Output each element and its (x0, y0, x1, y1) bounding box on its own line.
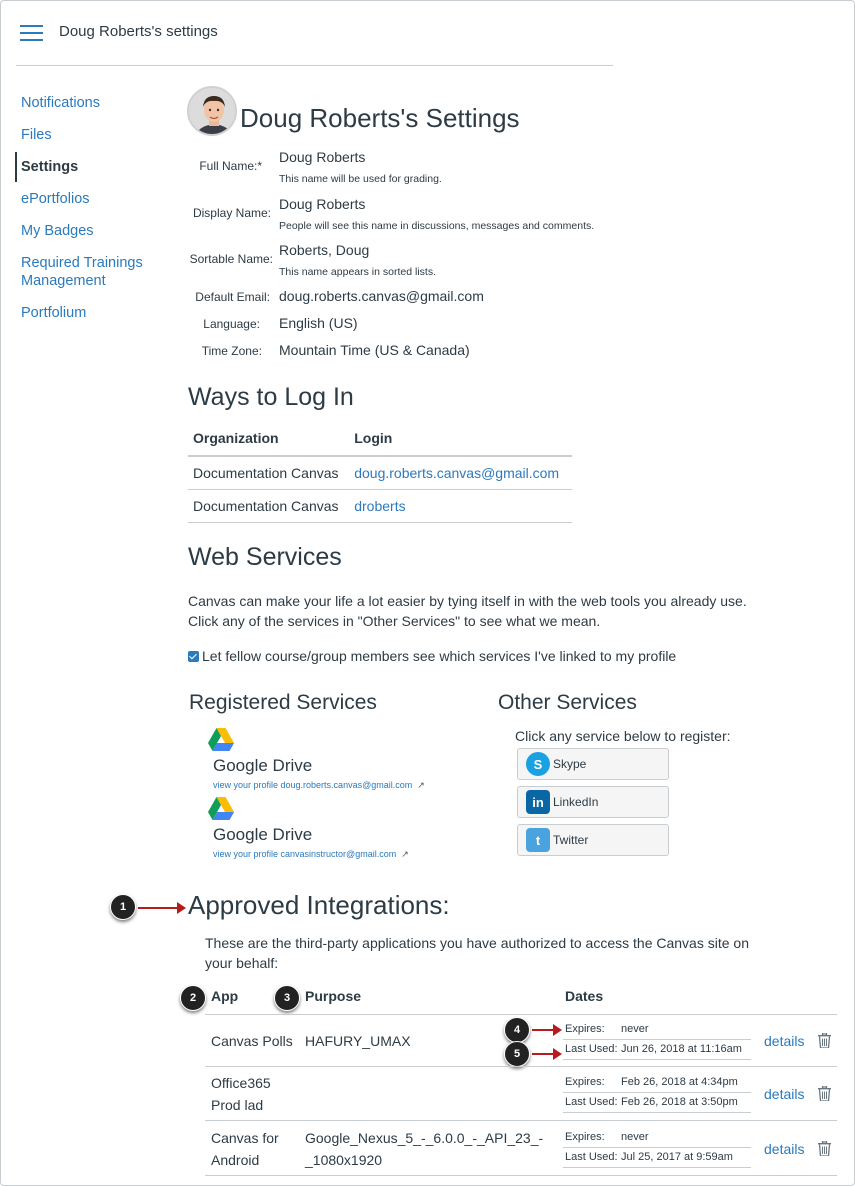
time-zone-label: Time Zone: (201, 344, 262, 358)
integration-app-name: Canvas for (211, 1130, 279, 1146)
web-services-description-2: Click any of the services in "Other Services" to see what we mean. (188, 613, 601, 629)
default-email-value: doug.roberts.canvas@gmail.com (279, 288, 484, 304)
sidebar-item-my-badges[interactable]: My Badges (21, 223, 94, 239)
integration-app-name: Canvas Polls (211, 1033, 293, 1049)
integrations-description-1: These are the third-party applications you have authorized to access the Canvas site on (205, 935, 749, 951)
sidebar-item-settings[interactable]: Settings (15, 152, 165, 182)
hamburger-menu-icon[interactable] (20, 25, 43, 41)
column-header-dates: Dates (565, 988, 604, 1004)
external-link-icon: ↗ (417, 780, 425, 790)
sortable-name-label: Sortable Name: (189, 252, 273, 266)
last-used-label: Last Used: (565, 1151, 618, 1163)
sidebar-item-eportfolios[interactable]: ePortfolios (21, 191, 90, 207)
callout-arrow (532, 1029, 554, 1031)
sidebar-item-portfolium[interactable]: Portfolium (21, 305, 87, 321)
last-used-value: Jun 26, 2018 at 11:16am (621, 1043, 742, 1055)
show-linked-services-label: Let fellow course/group members see which services I've linked to my profile (202, 648, 677, 664)
table-row (188, 489, 572, 522)
google-drive-icon (208, 728, 234, 751)
column-header-purpose: Purpose (305, 988, 362, 1004)
dates-divider (563, 1059, 751, 1060)
dates-divider (563, 1112, 751, 1113)
other-services-prompt: Click any service below to register: (515, 728, 731, 744)
full-name-hint: This name will be used for grading. (279, 173, 442, 185)
table-divider (205, 1175, 837, 1176)
integration-purpose: HAFURY_UMAX (305, 1033, 411, 1049)
show-linked-services-option[interactable] (188, 648, 676, 664)
integration-last-used (565, 1043, 742, 1055)
sidebar-item-required-trainings[interactable]: Required Trainings Management (21, 255, 143, 289)
view-profile-link-text: view your profile doug.roberts.canvas@gmail.com (213, 780, 413, 790)
language-label: Language: (203, 317, 260, 331)
sortable-name-hint: This name appears in sorted lists. (279, 266, 436, 278)
integration-expires (565, 1131, 649, 1143)
registered-services-heading: Registered Services (189, 691, 377, 714)
details-link[interactable]: details (764, 1033, 805, 1049)
trash-icon[interactable] (818, 1033, 831, 1048)
show-linked-services-checkbox[interactable] (188, 651, 199, 662)
login-link[interactable]: droberts (354, 497, 406, 514)
skype-icon: S (526, 752, 550, 776)
column-header-app: App (211, 988, 239, 1004)
page-title: Doug Roberts's Settings (240, 103, 520, 133)
integration-last-used (565, 1151, 733, 1163)
last-used-value: Feb 26, 2018 at 3:50pm (621, 1096, 738, 1108)
skype-label: Skype (553, 757, 587, 771)
table-row (188, 456, 572, 489)
register-linkedin-button[interactable] (517, 786, 669, 818)
other-services-heading: Other Services (498, 691, 637, 714)
twitter-icon: t (526, 828, 550, 852)
logins-header-row (188, 421, 572, 456)
integration-last-used (565, 1096, 738, 1108)
expires-label: Expires: (565, 1131, 605, 1143)
column-header-organization: Organization (188, 421, 349, 456)
dates-divider (563, 1167, 751, 1168)
integration-expires (565, 1076, 738, 1088)
integration-app-name-line2: Android (211, 1152, 260, 1168)
integration-purpose-line2: _1080x1920 (305, 1152, 383, 1168)
view-profile-link[interactable] (213, 849, 409, 860)
linkedin-icon: in (526, 790, 550, 814)
view-profile-link[interactable] (213, 780, 425, 791)
integration-app-name: Office365 (211, 1075, 271, 1091)
expires-label: Expires: (565, 1076, 605, 1088)
integrations-description-2: your behalf: (205, 955, 279, 971)
last-used-label: Last Used: (565, 1043, 618, 1055)
logins-table (188, 421, 572, 523)
register-skype-button[interactable] (517, 748, 669, 780)
details-link[interactable]: details (764, 1141, 805, 1157)
integration-purpose: Google_Nexus_5_-_6.0.0_-_API_23_- (305, 1130, 544, 1146)
last-used-label: Last Used: (565, 1096, 618, 1108)
google-drive-icon (208, 797, 234, 820)
login-organization: Documentation Canvas (188, 456, 349, 489)
table-divider (205, 1120, 837, 1121)
settings-sidebar (15, 88, 165, 330)
avatar[interactable] (187, 86, 237, 136)
sidebar-item-notifications[interactable]: Notifications (21, 95, 100, 111)
callout-arrow (138, 907, 178, 909)
expires-value: never (621, 1023, 649, 1035)
integration-app-name-line2: Prod lad (211, 1097, 264, 1113)
table-divider (205, 1066, 837, 1067)
last-used-value: Jul 25, 2017 at 9:59am (621, 1151, 733, 1163)
expires-label: Expires: (565, 1023, 605, 1035)
trash-icon[interactable] (818, 1141, 831, 1156)
register-twitter-button[interactable] (517, 824, 669, 856)
display-name-hint: People will see this name in discussions, messages and comments. (279, 220, 595, 232)
trash-icon[interactable] (818, 1086, 831, 1101)
callout-2: 2 (180, 985, 206, 1011)
full-name-value: Doug Roberts (279, 149, 366, 165)
registered-service-name: Google Drive (213, 756, 313, 775)
expires-value: never (621, 1131, 649, 1143)
callout-1: 1 (110, 894, 136, 920)
time-zone-value: Mountain Time (US & Canada) (279, 342, 470, 358)
web-services-heading: Web Services (188, 543, 342, 571)
column-header-login: Login (349, 421, 572, 456)
integration-expires (565, 1023, 649, 1035)
language-value: English (US) (279, 315, 358, 331)
login-cell (349, 489, 572, 522)
ways-to-log-in-heading: Ways to Log In (188, 383, 354, 411)
display-name-value: Doug Roberts (279, 196, 366, 212)
view-profile-link-text: view your profile canvasinstructor@gmail.com (213, 849, 397, 859)
dates-divider (563, 1147, 751, 1148)
details-link[interactable]: details (764, 1086, 805, 1102)
twitter-label: Twitter (553, 833, 589, 847)
login-cell (349, 456, 572, 489)
display-name-label: Display Name: (192, 206, 271, 220)
registered-service-name: Google Drive (213, 825, 313, 844)
dates-divider (563, 1092, 751, 1093)
callout-5: 5 (504, 1041, 530, 1067)
callout-3: 3 (274, 985, 300, 1011)
approved-integrations-heading: Approved Integrations: (188, 890, 450, 920)
linkedin-label: LinkedIn (553, 795, 599, 809)
callout-arrow (532, 1053, 554, 1055)
page-breadcrumb-title: Doug Roberts's settings (59, 23, 218, 40)
sidebar-item-files[interactable]: Files (21, 127, 52, 143)
external-link-icon: ↗ (401, 849, 409, 859)
default-email-label: Default Email: (195, 290, 270, 304)
dates-divider (563, 1039, 751, 1040)
top-bar (16, 0, 613, 66)
web-services-description-1: Canvas can make your life a lot easier by tying itself in with the web tools you already use. (188, 593, 747, 609)
callout-4: 4 (504, 1017, 530, 1043)
sortable-name-value: Roberts, Doug (279, 242, 370, 258)
login-link[interactable]: doug.roberts.canvas@gmail.com (354, 464, 560, 481)
table-divider (205, 1014, 837, 1015)
login-organization: Documentation Canvas (188, 489, 349, 522)
full-name-label: Full Name:* (199, 159, 262, 173)
expires-value: Feb 26, 2018 at 4:34pm (621, 1076, 738, 1088)
